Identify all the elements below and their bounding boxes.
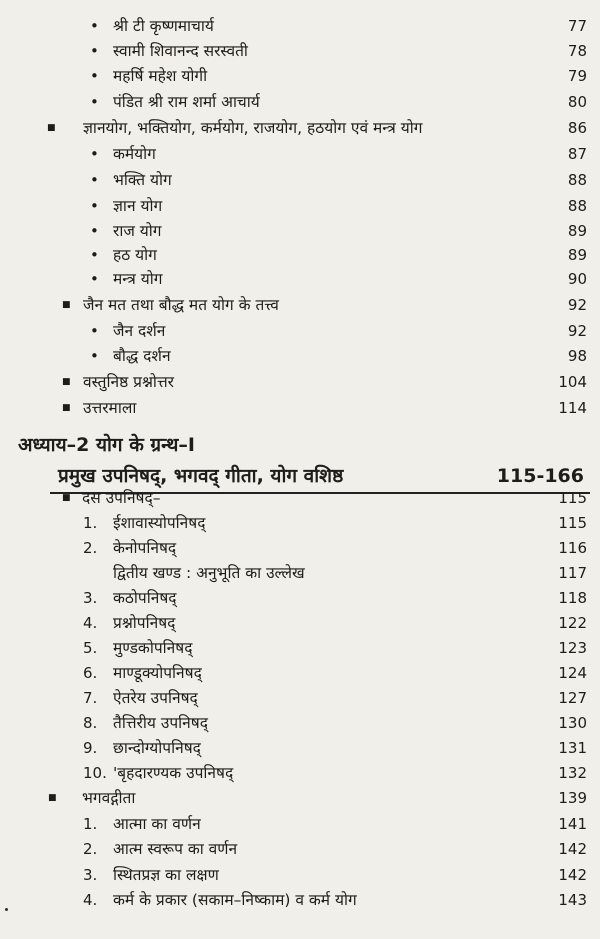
toc-entry-page: 142 <box>558 840 587 858</box>
toc-entry-number: 6. <box>83 664 98 682</box>
toc-entry-title: स्वामी शिवानन्द सरस्वती <box>113 42 248 60</box>
toc-entry-title: मन्त्र योग <box>113 270 163 288</box>
toc-entry-title: स्थितप्रज्ञ का लक्षण <box>113 866 219 884</box>
toc-entry-number: 9. <box>83 739 98 757</box>
toc-row <box>0 242 600 268</box>
toc-entry-page: 122 <box>558 614 587 632</box>
toc-entry-title: तैत्तिरीय उपनिषद् <box>113 714 208 732</box>
toc-row <box>0 292 600 318</box>
toc-entry-title: भगवद्गीता <box>82 789 136 807</box>
toc-entry-number: 1. <box>83 815 98 833</box>
toc-entry-page: 143 <box>558 891 587 909</box>
toc-entry-number: 1. <box>83 514 98 532</box>
square-bullet-icon: ■ <box>47 123 56 133</box>
toc-entry-title: जैन मत तथा बौद्ध मत योग के तत्त्व <box>83 296 279 314</box>
print-speck <box>5 908 8 911</box>
round-bullet-icon: • <box>90 197 99 215</box>
round-bullet-icon: • <box>90 42 99 60</box>
toc-entry-title: बौद्ध दर्शन <box>113 347 171 365</box>
toc-entry-title: ज्ञानयोग, भक्तियोग, कर्मयोग, राजयोग, हठयोग एवं मन्त्र योग <box>83 119 423 137</box>
toc-entry-title: राज योग <box>113 222 162 240</box>
toc-row <box>0 635 600 661</box>
toc-entry-page: 115 <box>558 514 587 532</box>
round-bullet-icon: • <box>90 322 99 340</box>
toc-row <box>0 369 600 395</box>
square-bullet-icon: ■ <box>62 377 71 387</box>
toc-entry-page: 78 <box>567 42 587 60</box>
toc-row <box>0 685 600 711</box>
toc-entry-title: श्री टी कृष्णमाचार्य <box>113 17 214 35</box>
toc-entry-number: 8. <box>83 714 98 732</box>
toc-entry-page: 141 <box>558 815 587 833</box>
toc-entry-title: आत्मा का वर्णन <box>113 815 201 833</box>
round-bullet-icon: • <box>90 17 99 35</box>
toc-row <box>0 218 600 244</box>
square-bullet-icon: ■ <box>62 403 71 413</box>
toc-row <box>0 115 600 141</box>
toc-row <box>0 560 600 586</box>
toc-entry-title: हठ योग <box>113 246 157 264</box>
toc-row <box>0 535 600 561</box>
toc-entry-page: 89 <box>567 222 587 240</box>
toc-row <box>0 510 600 536</box>
toc-entry-page: 130 <box>558 714 587 732</box>
round-bullet-icon: • <box>90 93 99 111</box>
toc-row <box>0 862 600 888</box>
round-bullet-icon: • <box>90 67 99 85</box>
toc-entry-page: 87 <box>567 145 587 163</box>
toc-entry-title: द्वितीय खण्ड : अनुभूति का उल्लेख <box>113 564 305 582</box>
toc-entry-title: मुण्डकोपनिषद् <box>113 639 193 657</box>
round-bullet-icon: • <box>90 246 99 264</box>
toc-entry-title: ज्ञान योग <box>113 197 163 215</box>
toc-entry-page: 123 <box>558 639 587 657</box>
toc-row <box>0 760 600 786</box>
toc-row <box>0 193 600 219</box>
round-bullet-icon: • <box>90 347 99 365</box>
chapter-banner-pages: 115-166 <box>496 465 584 487</box>
toc-row <box>0 266 600 292</box>
toc-entry-title: छान्दोग्योपनिषद् <box>113 739 201 757</box>
toc-entry-page: 117 <box>558 564 587 582</box>
toc-entry-page: 131 <box>558 739 587 757</box>
toc-row <box>0 318 600 344</box>
round-bullet-icon: • <box>90 270 99 288</box>
toc-entry-number: 4. <box>83 891 98 909</box>
toc-row <box>0 836 600 862</box>
toc-row <box>0 141 600 167</box>
toc-entry-title: कर्मयोग <box>113 145 156 163</box>
toc-entry-page: 98 <box>567 347 587 365</box>
toc-entry-title: केनोपनिषद् <box>113 539 177 557</box>
toc-entry-number: 5. <box>83 639 98 657</box>
toc-entry-page: 86 <box>567 119 587 137</box>
toc-entry-page: 104 <box>558 373 587 391</box>
toc-entry-title: उत्तरमाला <box>83 399 137 417</box>
toc-entry-number: 3. <box>83 589 98 607</box>
toc-entry-title: भक्ति योग <box>113 171 172 189</box>
toc-entry-page: 132 <box>558 764 587 782</box>
toc-entry-page: 142 <box>558 866 587 884</box>
round-bullet-icon: • <box>90 222 99 240</box>
toc-entry-number: 7. <box>83 689 98 707</box>
toc-entry-title: प्रश्नोपनिषद् <box>113 614 176 632</box>
toc-entry-number: 2. <box>83 539 98 557</box>
toc-entry-page: 88 <box>567 197 587 215</box>
toc-entry-page: 115 <box>558 489 587 507</box>
toc-entry-number: 2. <box>83 840 98 858</box>
toc-entry-title: ऐतरेय उपनिषद् <box>113 689 198 707</box>
toc-entry-title: 'बृहदारण्यक उपनिषद् <box>113 764 234 782</box>
chapter-banner-title: प्रमुख उपनिषद्, भगवद् गीता, योग वशिष्ठ <box>58 465 344 487</box>
toc-entry-title: वस्तुनिष्ठ प्रश्नोत्तर <box>83 373 174 391</box>
toc-entry-title: कर्म के प्रकार (सकाम–निष्काम) व कर्म योग <box>113 891 357 909</box>
toc-row <box>0 710 600 736</box>
toc-row <box>0 660 600 686</box>
toc-entry-title: कठोपनिषद् <box>113 589 177 607</box>
round-bullet-icon: • <box>90 171 99 189</box>
toc-entry-title: जैन दर्शन <box>113 322 166 340</box>
toc-row <box>0 395 600 421</box>
toc-entry-page: 92 <box>567 296 587 314</box>
toc-row <box>0 13 600 39</box>
toc-entry-title: ईशावास्योपनिषद् <box>113 514 206 532</box>
toc-entry-page: 116 <box>558 539 587 557</box>
toc-row <box>0 585 600 611</box>
toc-row <box>0 610 600 636</box>
toc-entry-page: 89 <box>567 246 587 264</box>
toc-entry-title: आत्म स्वरूप का वर्णन <box>113 840 238 858</box>
toc-row <box>0 38 600 64</box>
toc-entry-page: 92 <box>567 322 587 340</box>
toc-entry-page: 114 <box>558 399 587 417</box>
toc-entry-page: 124 <box>558 664 587 682</box>
toc-entry-number: 10. <box>83 764 107 782</box>
toc-row <box>0 167 600 193</box>
toc-entry-page: 80 <box>567 93 587 111</box>
toc-row <box>0 887 600 913</box>
square-bullet-icon: ■ <box>62 493 71 503</box>
toc-entry-title: पंडित श्री राम शर्मा आचार्य <box>113 93 260 111</box>
toc-entry-page: 90 <box>567 270 587 288</box>
square-bullet-icon: ■ <box>48 793 57 803</box>
toc-entry-page: 127 <box>558 689 587 707</box>
square-bullet-icon: ■ <box>62 300 71 310</box>
toc-entry-page: 139 <box>558 789 587 807</box>
chapter-heading: अध्याय–2 योग के ग्रन्थ–I <box>18 434 195 456</box>
round-bullet-icon: • <box>90 145 99 163</box>
toc-entry-title: महर्षि महेश योगी <box>113 67 208 85</box>
toc-row <box>0 343 600 369</box>
toc-row <box>0 785 600 811</box>
toc-entry-page: 79 <box>567 67 587 85</box>
toc-row <box>0 63 600 89</box>
toc-row <box>0 811 600 837</box>
toc-entry-page: 88 <box>567 171 587 189</box>
toc-row <box>0 735 600 761</box>
toc-entry-number: 3. <box>83 866 98 884</box>
toc-entry-title: माण्डूक्योपनिषद् <box>113 664 202 682</box>
toc-row <box>0 89 600 115</box>
toc-row <box>0 485 600 511</box>
toc-entry-number: 4. <box>83 614 98 632</box>
toc-entry-page: 77 <box>567 17 587 35</box>
toc-entry-page: 118 <box>558 589 587 607</box>
toc-entry-title: दस उपनिषद्– <box>82 489 161 507</box>
